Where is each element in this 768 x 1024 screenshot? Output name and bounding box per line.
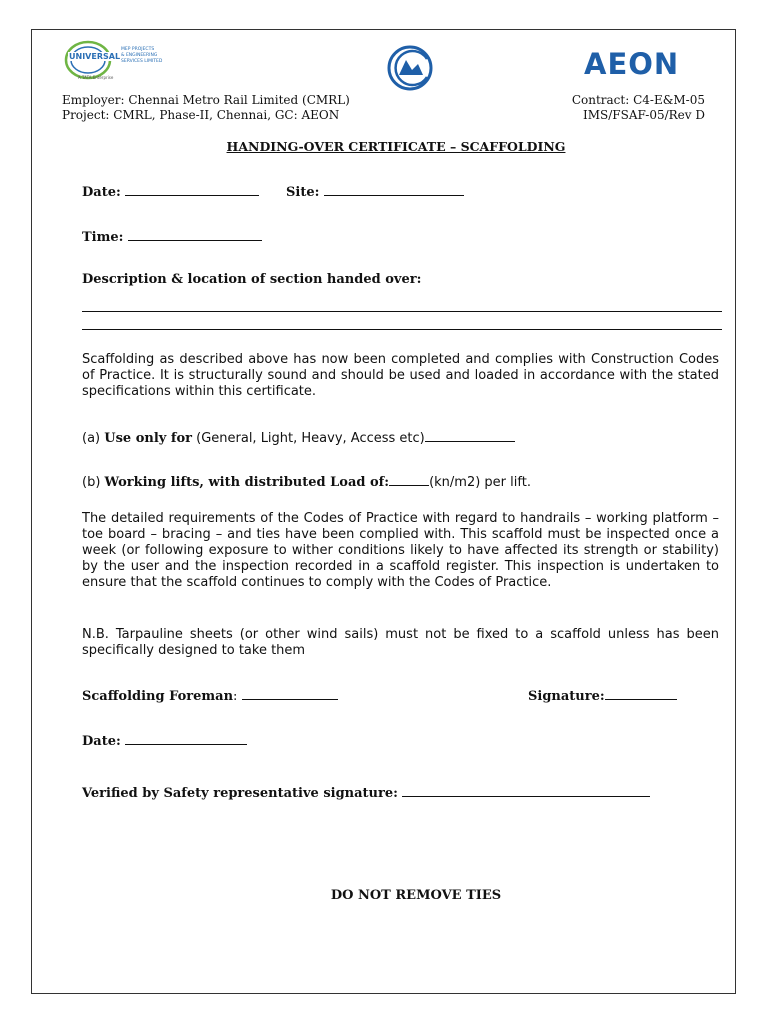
- aeon-wordmark: AEON: [584, 47, 680, 81]
- signature-blank[interactable]: [605, 687, 677, 700]
- description-line-1[interactable]: [82, 311, 722, 312]
- date-field[interactable]: [82, 183, 259, 200]
- universal-line1: MEP PROJECTS: [121, 47, 155, 52]
- date-label: Date:: [82, 185, 121, 200]
- date-blank[interactable]: [125, 183, 259, 196]
- aeon-logo: [584, 48, 706, 80]
- description-label: Description & location of section handed over:: [82, 272, 422, 287]
- site-label: Site:: [286, 185, 320, 200]
- b-prefix: (b): [82, 475, 101, 490]
- universal-name: UNIVERSAL: [69, 52, 121, 61]
- employer-line: Employer: Chennai Metro Rail Limited (CMRL): [62, 93, 350, 107]
- use-only-options: (General, Light, Heavy, Access etc): [196, 431, 425, 446]
- doc-ref-line: IMS/FSAF-05/Rev D: [582, 108, 705, 122]
- working-lifts-line: [82, 473, 531, 490]
- time-field[interactable]: [82, 228, 262, 245]
- use-only-label: Use only for: [104, 431, 192, 446]
- load-blank[interactable]: [389, 473, 429, 486]
- footer-warning: DO NOT REMOVE TIES: [330, 888, 502, 903]
- time-label: Time:: [82, 230, 124, 245]
- foreman-colon: :: [233, 689, 238, 704]
- cmrl-logo: [385, 44, 435, 92]
- universal-line3: SERVICES LIMITED: [121, 59, 163, 64]
- use-only-blank[interactable]: [425, 429, 515, 442]
- signoff-date-label: Date:: [82, 734, 121, 749]
- signoff-date-blank[interactable]: [125, 732, 247, 745]
- contract-line: Contract: C4-E&M-05: [571, 93, 705, 107]
- verified-label: Verified by Safety representative signature:: [82, 786, 398, 801]
- foreman-blank[interactable]: [242, 687, 338, 700]
- foreman-field[interactable]: [82, 687, 338, 704]
- foreman-label: Scaffolding Foreman: [82, 689, 234, 704]
- nb-paragraph: N.B. Tarpauline sheets (or other wind sails) must not be fixed to a scaffold unless has been specifically designed to take them: [82, 627, 719, 658]
- a-prefix: (a): [82, 431, 101, 446]
- page-title: HANDING-OVER CERTIFICATE – SCAFFOLDING: [226, 139, 566, 154]
- verified-blank[interactable]: [402, 784, 650, 797]
- universal-logo: [64, 38, 184, 84]
- universal-tag: A TATA Enterprise: [78, 75, 114, 80]
- use-only-line: [82, 429, 515, 446]
- verified-field[interactable]: [82, 784, 650, 801]
- signature-field[interactable]: [528, 687, 677, 704]
- site-field[interactable]: [286, 183, 464, 200]
- working-lifts-label: Working lifts, with distributed Load of:: [104, 475, 390, 490]
- compliance-paragraph: Scaffolding as described above has now been completed and complies with Construction Codes of Practice. It is structurally sound and should be used and loaded in accordance with the stated specifications within this certificate.: [82, 352, 719, 399]
- site-blank[interactable]: [324, 183, 464, 196]
- time-blank[interactable]: [128, 228, 262, 241]
- working-lifts-unit: (kn/m2) per lift.: [429, 475, 531, 490]
- requirements-paragraph: The detailed requirements of the Codes of Practice with regard to handrails – working platform – toe board – bracing – and ties have been complied with. This scaffold must be inspected once a week (or following exposure to wither conditions likely to have affected its strength or stability) by the user and the inspection recorded in a scaffold register. This inspection is undertaken to ensure that the scaffold continues to comply with the Codes of Practice.: [82, 511, 719, 590]
- universal-line2: & ENGINEERING: [121, 53, 158, 58]
- description-line-2[interactable]: [82, 329, 722, 330]
- signature-label: Signature:: [528, 689, 605, 704]
- project-line: Project: CMRL, Phase-II, Chennai, GC: AEON: [62, 108, 340, 122]
- signoff-date-field[interactable]: [82, 732, 247, 749]
